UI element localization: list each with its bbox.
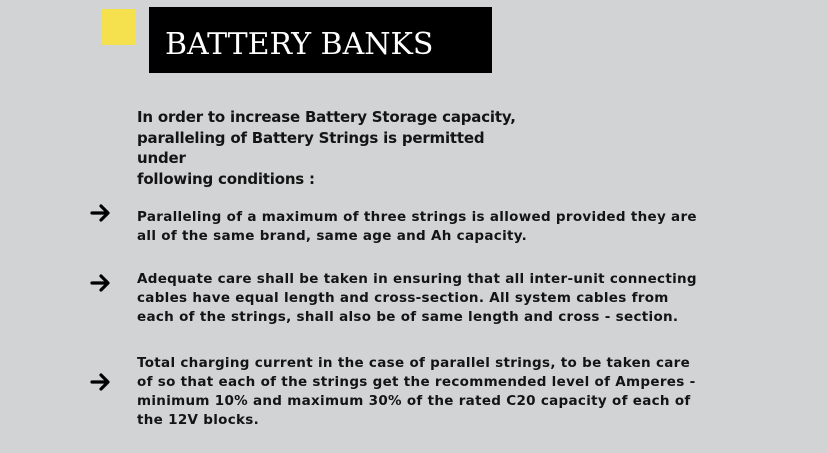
accent-square <box>102 9 136 45</box>
condition-text: Paralleling of a maximum of three strings is allowed provided they are all of the same brand, same age and Ah capacity. <box>137 209 697 244</box>
intro-paragraph: In order to increase Battery Storage capacity, paralleling of Battery Strings is permitted under following conditions : <box>137 108 516 188</box>
condition-text: Adequate care shall be taken in ensuring that all inter-unit connecting cables have equal length and cross-section. All system cables from each of the strings, shall also be of same length and cross - section. <box>137 271 697 325</box>
arrow-right-icon <box>90 372 114 392</box>
title-banner <box>149 7 492 73</box>
arrow-right-icon <box>90 203 114 223</box>
condition-text: Total charging current in the case of parallel strings, to be taken care of so that each of the strings get the recommended level of Amperes - minimum 10% and maximum 30% of the rated C20 capacity of each of the 12V blocks. <box>137 355 696 428</box>
arrow-right-icon <box>90 273 114 293</box>
page-title: BATTERY BANKS <box>165 27 434 62</box>
